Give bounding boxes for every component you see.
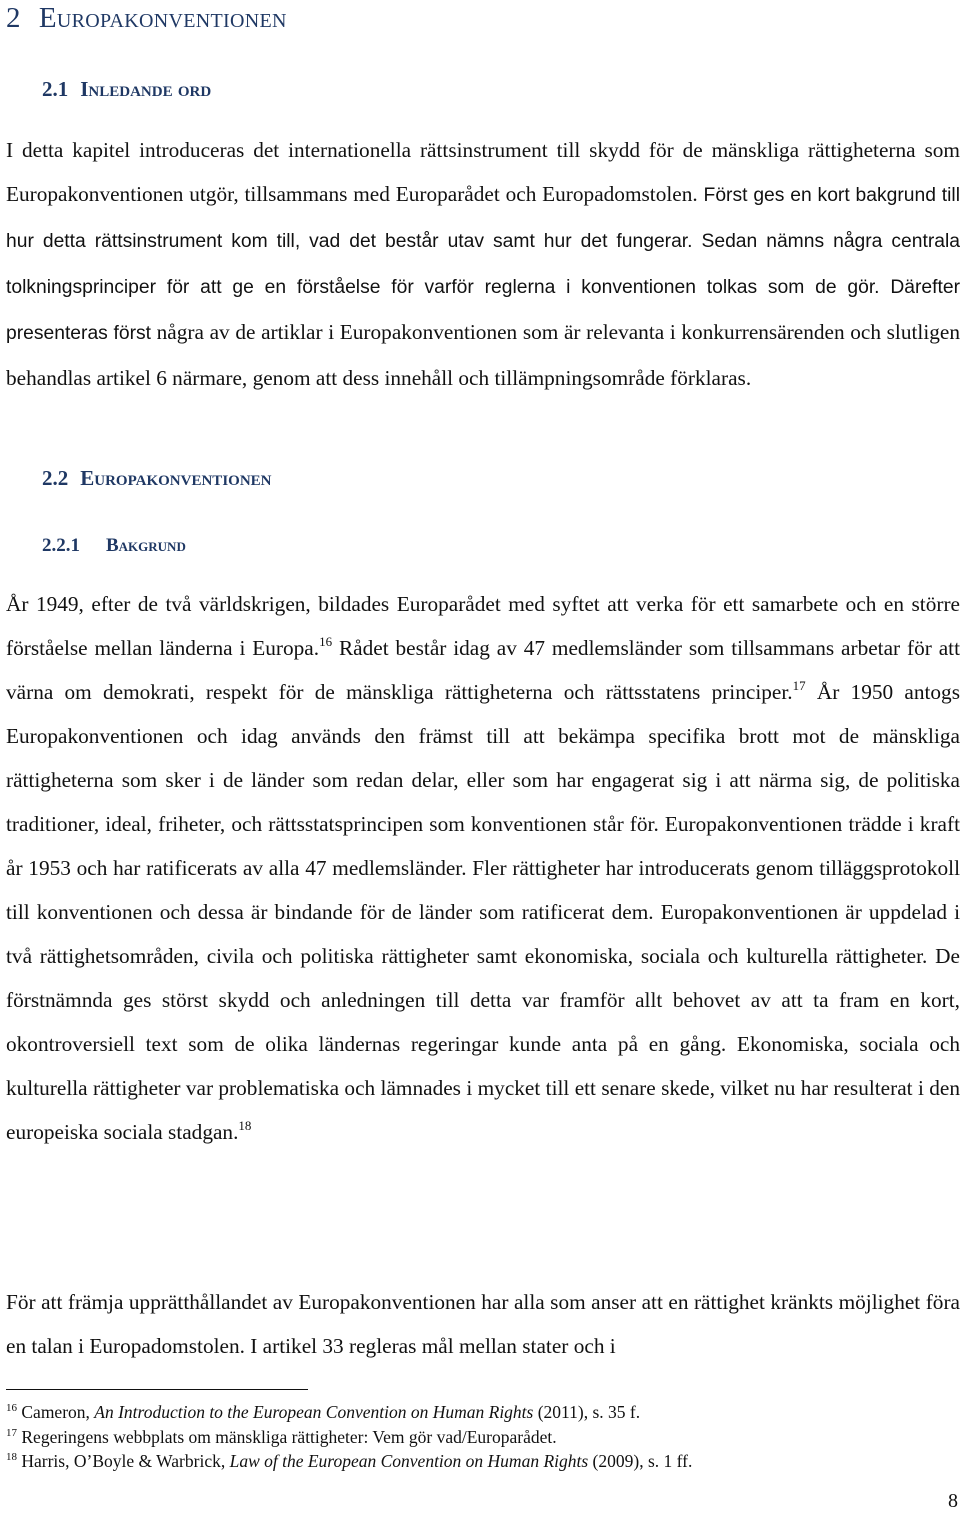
subsection-heading-bakgrund (42, 535, 186, 557)
page-number: 8 (948, 1490, 958, 1512)
section-heading-europakonventionen (42, 466, 272, 491)
document-page (6, 0, 960, 1532)
footnote-17 (6, 1425, 960, 1450)
subsection-number: 2.2.1 (42, 535, 80, 556)
footnote-ref-18[interactable]: 18 (238, 1118, 252, 1133)
footnote-text: Cameron, (17, 1402, 95, 1422)
footnote-number: 17 (6, 1426, 17, 1439)
subsection-title: Bakgrund (106, 535, 186, 556)
footnote-18 (6, 1449, 960, 1474)
footnote-citation: (2009), s. 1 ff. (588, 1451, 693, 1471)
court-paragraph (6, 1280, 960, 1368)
section-title: Europakonventionen (80, 466, 272, 490)
footnote-ref-16[interactable]: 16 (319, 634, 333, 649)
background-text-2: Rådet består idag av 47 medlemsländer som tillsammans arbetar för att värna om demokrati, respekt för de mänskliga rättigheterna och rättsstatens principer. (6, 636, 960, 704)
footnote-text: Regeringens webbplats om mänskliga rättigheter: Vem gör vad/Europarådet. (17, 1426, 557, 1447)
chapter-number: 2 (6, 2, 21, 34)
intro-paragraph (6, 128, 960, 400)
intro-sentence-3: några av de artiklar i Europakonventionen som är relevanta i konkurrensärenden och slutligen behandlas artikel 6 närmare, genom att dess innehåll och tillämpningsområde förklaras. (6, 320, 960, 390)
footnote-text: Harris, O’Boyle & Warbrick, (17, 1451, 230, 1471)
footnote-number: 16 (6, 1402, 17, 1414)
intro-sentence-1: I detta kapitel introduceras det internationella rättsinstrument till skydd för de mänskliga rättigheterna som Europakonventionen utgör, tillsammans med Europarådet och Europadomstolen. (6, 138, 960, 206)
section-heading-inledande-ord (42, 77, 211, 102)
chapter-heading (6, 2, 287, 35)
chapter-title: Europakonventionen (38, 2, 287, 34)
section-number: 2.1 (42, 77, 69, 101)
background-text-1: År 1949, efter de två världskrigen, bildades Europarådet med syftet att verka för ett samarbete och en större förståelse mellan länderna i Europa. (6, 592, 960, 660)
intro-sentence-2: Först ges en kort bakgrund till hur detta rättsinstrument kom till, vad det består utav samt hur det fungerar. Sedan nämns några centrala tolkningsprinciper för att ge en förståelse för varför reglerna i konventionen tolkas som de gör. Därefter presenteras först (6, 185, 960, 344)
footnote-16 (6, 1400, 960, 1425)
background-text-3: År 1950 antogs Europakonventionen och idag används den främst till att bekämpa specifika brott mot de mänskliga rättigheterna som sker i de länder som redan delar, eller som har engagerat sig i att närma sig, de politiska traditioner, ideal, friheter, och rättsstatsprincipen som konventionen står för. Europakonventionen trädde i kraft år 1953 och har ratificerats av alla 47 medlemsländer. Fler rättigheter har introducerats genom tilläggsprotokoll till konventionen och dessa är bindande för de länder som ratificerat dem. Europakonventionen är uppdelad i två rättighetsområden, civila och politiska rättigheter samt ekonomiska, sociala och kulturella rättigheter. De förstnämnda ges störst skydd och anledningen till detta var framför allt behovet av att ta fram en kort, okontroversiell text som de olika ländernas regeringar kunde anta på en gång. Ekonomiska, sociala och kulturella rättigheter var problematiska och lämnades i mycket till ett senare skede, vilket nu har resulterat i den europeiska sociala stadgan. (6, 680, 960, 1144)
footnote-separator (6, 1389, 308, 1390)
section-number: 2.2 (42, 466, 69, 490)
footnote-ref-17[interactable]: 17 (792, 678, 806, 693)
footnote-work-title: Law of the European Convention on Human Rights (229, 1451, 589, 1471)
footnote-work-title: An Introduction to the European Convention on Human Rights (94, 1402, 534, 1422)
section-title: Inledande ord (80, 77, 212, 101)
footnote-citation: (2011), s. 35 f. (533, 1402, 641, 1422)
background-paragraph (6, 582, 960, 1154)
footnote-number: 18 (6, 1451, 17, 1463)
footnotes (6, 1400, 960, 1474)
court-text: För att främja upprätthållandet av Europakonventionen har alla som anser att en rättighet kränkts möjlighet föra en talan i Europadomstolen. I artikel 33 regleras mål mellan stater och i (6, 1290, 960, 1358)
